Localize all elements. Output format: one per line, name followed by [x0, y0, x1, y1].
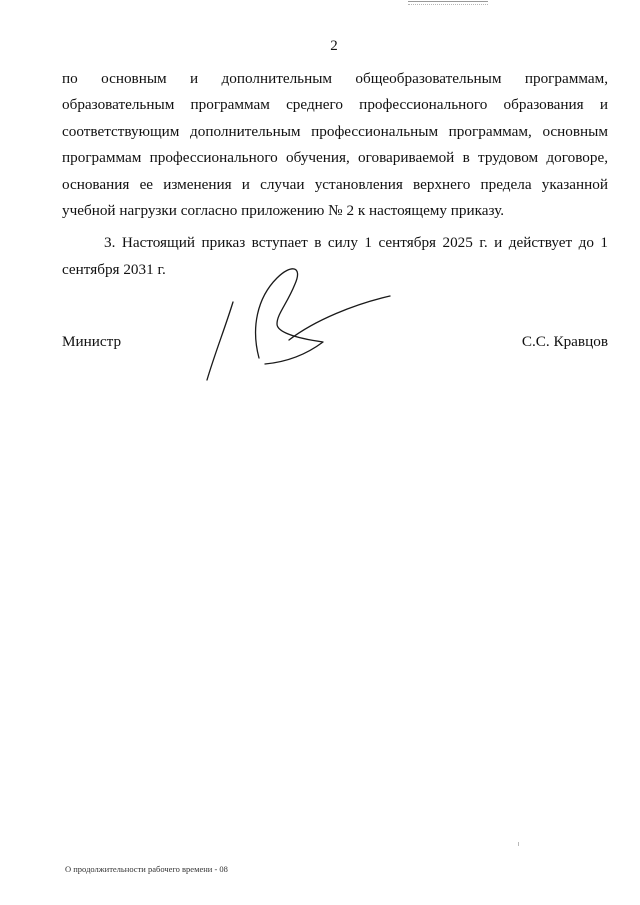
scan-artifact-mark	[408, 1, 488, 5]
signature-stroke-tail	[289, 296, 390, 340]
paragraph-continuation: по основным и дополнительным общеобразовательным программам, образовательным программам среднего профессионального образования и соответствующим дополнительным профессиональным программам, основным программам профессионального обучения, оговариваемой в трудовом договоре, основания ее изменения и случаи установления верхнего предела указанной учебной нагрузки согласно приложению № 2 к настоящему приказу.	[62, 70, 608, 220]
page-number: 2	[330, 38, 338, 54]
signature-stroke-loop	[256, 269, 323, 364]
paragraph-effective-date: 3. Настоящий приказ вступает в силу 1 сентября 2025 г. и действует до 1 сентября 2031 г.	[62, 234, 608, 278]
signatory-name: С.С. Кравцов	[521, 333, 608, 350]
footer-note: О продолжительности рабочего времени - 08	[65, 864, 228, 874]
scan-artifact-dot	[518, 842, 519, 846]
handwritten-signature	[195, 258, 400, 388]
signature-stroke-left	[207, 302, 233, 380]
body-text	[62, 66, 608, 283]
position-title: Министр	[62, 333, 122, 350]
